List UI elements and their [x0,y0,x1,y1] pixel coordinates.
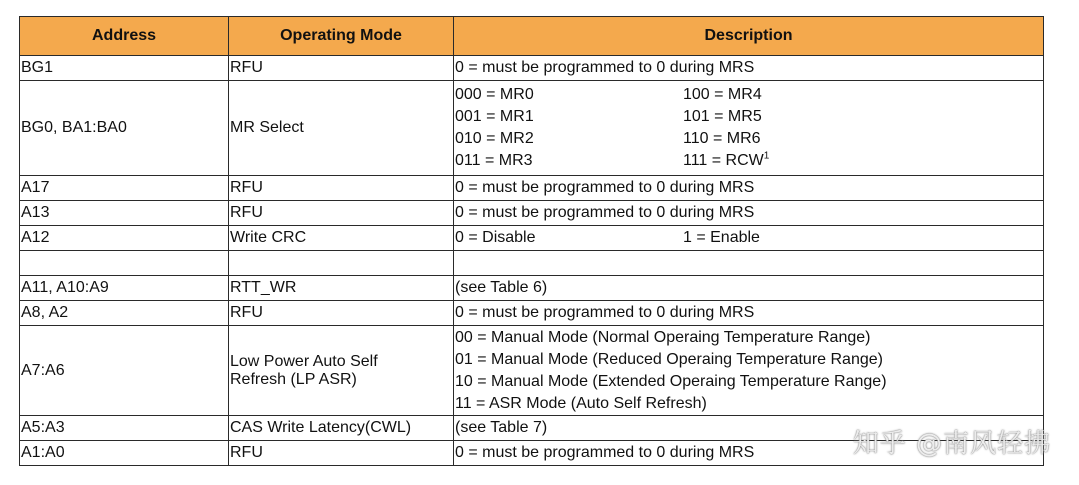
mode-cell: MR Select [229,81,454,176]
asr-option: 01 = Manual Mode (Reduced Operaing Temperature Range) [455,350,883,368]
mr-option [683,152,883,170]
table-row [20,276,1044,301]
asr-option: 10 = Manual Mode (Extended Operaing Temperature Range) [455,372,887,390]
header-address: Address [20,17,229,56]
description-cell: 0 = must be programmed to 0 during MRS [454,176,1044,201]
mr-option: 001 = MR1 [455,108,534,125]
footnote-marker: 1 [763,150,770,162]
mode-cell: RFU [229,56,454,81]
mr-option: 010 = MR2 [455,130,534,147]
mode-line: Low Power Auto Self [230,352,378,370]
address-cell: A7:A6 [20,326,229,416]
description-cell: (see Table 7) [454,416,1044,441]
mode-cell: RFU [229,201,454,226]
mr-option: 100 = MR4 [683,86,762,103]
empty-cell [454,251,1044,276]
crc-disable: 0 = Disable [455,229,536,246]
header-description: Description [454,17,1044,56]
mode-cell: Write CRC [229,226,454,251]
mr-option-text: 111 = RCW [683,152,764,169]
mr-option: 110 = MR6 [683,130,761,147]
watermark: 知乎 @南风轻拂 [852,429,1051,459]
mr-option: 000 = MR0 [455,86,534,103]
address-cell: A11, A10:A9 [20,276,229,301]
table-row [20,201,1044,226]
empty-row [20,251,1044,276]
mode-register-table [19,16,1044,466]
table-row [20,226,1044,251]
empty-cell [20,251,229,276]
address-cell: A1:A0 [20,441,229,466]
crc-options [455,229,1043,247]
table-row [20,81,1044,176]
description-cell: 0 = must be programmed to 0 during MRS [454,56,1044,81]
mode-cell: RFU [229,441,454,466]
address-cell: BG1 [20,56,229,81]
description-cell: 0 = must be programmed to 0 during MRS [454,441,1044,466]
description-cell: (see Table 6) [454,276,1044,301]
mr-option: 011 = MR3 [455,152,533,169]
table-row [20,176,1044,201]
address-cell: BG0, BA1:BA0 [20,81,229,176]
address-cell: A17 [20,176,229,201]
address-cell: A5:A3 [20,416,229,441]
address-cell: A8, A2 [20,301,229,326]
description-cell: 0 = must be programmed to 0 during MRS [454,301,1044,326]
mode-cell: CAS Write Latency(CWL) [229,416,454,441]
description-cell [454,326,1044,416]
mode-cell: RTT_WR [229,276,454,301]
asr-option: 00 = Manual Mode (Normal Operaing Temperature Range) [455,328,871,346]
mr-select-grid [455,86,1043,170]
mode-cell: RFU [229,176,454,201]
address-cell: A12 [20,226,229,251]
description-cell: 0 = must be programmed to 0 during MRS [454,201,1044,226]
empty-cell [229,251,454,276]
mode-cell [229,326,454,416]
description-cell [454,226,1044,251]
table-row [20,56,1044,81]
asr-option: 11 = ASR Mode (Auto Self Refresh) [455,394,707,412]
table-row [20,301,1044,326]
crc-enable: 1 = Enable [683,229,760,246]
mr-option: 101 = MR5 [683,108,762,125]
header-operating-mode: Operating Mode [229,17,454,56]
table-row [20,326,1044,416]
address-cell: A13 [20,201,229,226]
description-cell [454,81,1044,176]
mode-line: Refresh (LP ASR) [230,370,357,388]
asr-options [455,327,1043,415]
header-row [20,17,1044,56]
mode-cell: RFU [229,301,454,326]
